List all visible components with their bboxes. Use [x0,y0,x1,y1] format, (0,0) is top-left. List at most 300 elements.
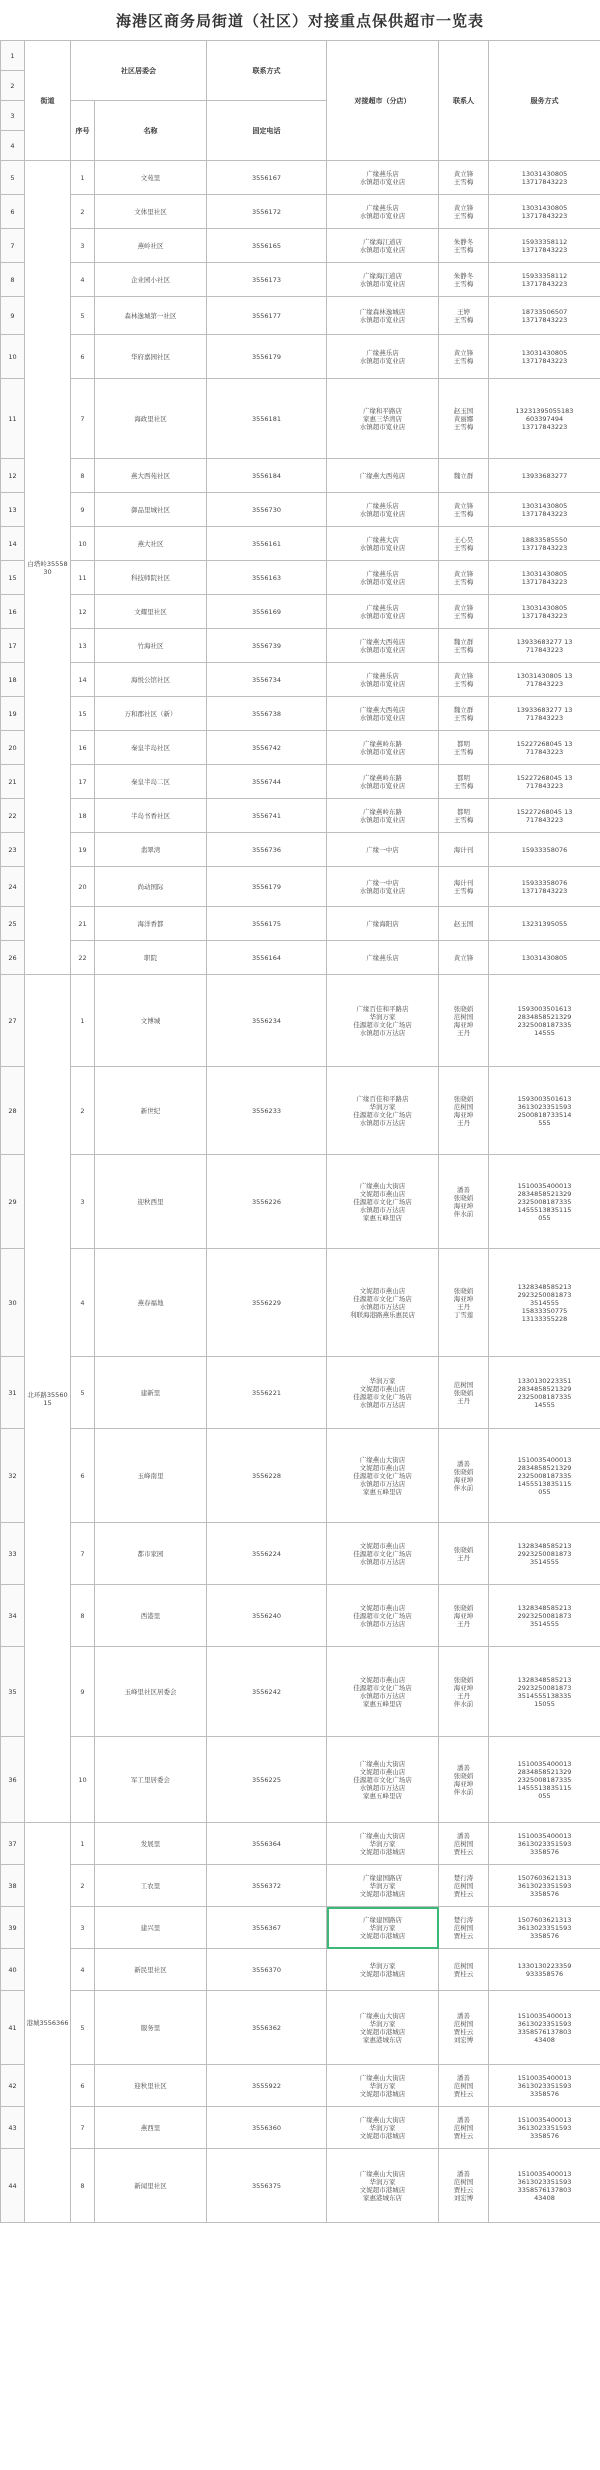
row-number[interactable] [1,1429,25,1523]
row-number: 1 [1,41,25,71]
service-phone-cell[interactable] [489,1155,600,1249]
phone-cell[interactable] [207,161,327,195]
phone-cell[interactable] [207,1737,327,1823]
service-phone-cell[interactable] [489,527,600,561]
community-name-cell[interactable] [95,1823,207,1865]
row-number[interactable] [1,1249,25,1357]
row-number[interactable] [1,1067,25,1155]
service-phone-cell[interactable] [489,1823,600,1865]
service-phone-cell[interactable] [489,1523,600,1585]
supermarket-cell[interactable] [327,799,439,833]
phone-cell[interactable] [207,263,327,297]
phone-cell[interactable] [207,1357,327,1429]
phone-cell[interactable] [207,1585,327,1647]
contact-person-cell[interactable] [439,1067,489,1155]
phone-cell[interactable] [207,229,327,263]
service-phone-cell[interactable] [489,765,600,799]
seq-cell[interactable] [71,379,95,459]
service-phone-cell[interactable] [489,663,600,697]
row-number[interactable] [1,1949,25,1991]
phone-cell[interactable] [207,459,327,493]
supermarket-cell[interactable] [327,161,439,195]
seq-cell[interactable] [71,2149,95,2223]
seq-cell[interactable] [71,1429,95,1523]
row-number[interactable] [1,975,25,1067]
service-phone-cell[interactable] [489,229,600,263]
service-phone-cell[interactable] [489,629,600,663]
phone-cell[interactable] [207,1429,327,1523]
community-name-cell[interactable] [95,1429,207,1523]
service-phone-cell[interactable] [489,1429,600,1523]
contact-person-cell[interactable] [439,1249,489,1357]
contact-person-cell[interactable] [439,907,489,941]
row-number[interactable] [1,493,25,527]
supermarket-cell[interactable] [327,1907,439,1949]
contact-person-cell[interactable] [439,731,489,765]
phone-cell[interactable] [207,595,327,629]
row-number[interactable] [1,941,25,975]
seq-cell[interactable] [71,731,95,765]
seq-cell[interactable] [71,1357,95,1429]
supermarket-cell[interactable] [327,297,439,335]
service-phone-cell[interactable] [489,799,600,833]
row-number[interactable] [1,595,25,629]
phone-cell[interactable] [207,2149,327,2223]
seq-cell[interactable] [71,941,95,975]
community-name-cell[interactable] [95,941,207,975]
service-phone-cell[interactable] [489,459,600,493]
community-name-cell[interactable] [95,229,207,263]
seq-cell[interactable] [71,2065,95,2107]
contact-person-cell[interactable] [439,941,489,975]
row-number[interactable] [1,833,25,867]
contact-person-cell-text: 楚行涛 范树国 贾桂云 [453,1915,474,1940]
supermarket-cell-text: 广缘燕乐店 水镇超市览业店 [359,501,406,518]
seq-cell[interactable] [71,1647,95,1737]
contact-person-cell[interactable] [439,1907,489,1949]
service-phone-cell[interactable] [489,335,600,379]
phone-cell[interactable] [207,493,327,527]
supermarket-cell[interactable] [327,975,439,1067]
contact-person-cell[interactable] [439,229,489,263]
phone-cell[interactable] [207,867,327,907]
phone-cell[interactable] [207,335,327,379]
community-name-cell[interactable] [95,2149,207,2223]
contact-person-cell[interactable] [439,161,489,195]
seq-cell[interactable] [71,561,95,595]
phone-cell[interactable] [207,697,327,731]
contact-person-cell[interactable] [439,663,489,697]
community-name-cell[interactable] [95,195,207,229]
phone-cell[interactable] [207,629,327,663]
contact-person-cell[interactable] [439,799,489,833]
row-number[interactable] [1,2065,25,2107]
supermarket-cell[interactable] [327,1737,439,1823]
service-phone-cell[interactable] [489,1907,600,1949]
supermarket-cell[interactable] [327,1155,439,1249]
contact-person-cell[interactable] [439,527,489,561]
service-phone-cell[interactable] [489,2107,600,2149]
supermarket-cell[interactable] [327,1249,439,1357]
phone-cell[interactable] [207,297,327,335]
supermarket-cell[interactable] [327,2065,439,2107]
contact-person-cell[interactable] [439,1523,489,1585]
seq-cell[interactable] [71,1249,95,1357]
seq-cell[interactable] [71,297,95,335]
service-phone-cell[interactable] [489,1357,600,1429]
seq-cell[interactable] [71,975,95,1067]
phone-cell[interactable] [207,1523,327,1585]
seq-cell[interactable] [71,907,95,941]
community-name-cell[interactable] [95,1067,207,1155]
row-number[interactable] [1,1823,25,1865]
community-name-cell[interactable] [95,1155,207,1249]
seq-cell[interactable] [71,697,95,731]
supermarket-cell[interactable] [327,379,439,459]
community-name-cell[interactable] [95,907,207,941]
community-name-cell[interactable] [95,975,207,1067]
seq-cell[interactable] [71,527,95,561]
contact-person-cell[interactable] [439,629,489,663]
row-number[interactable] [1,2107,25,2149]
row-number[interactable] [1,195,25,229]
supermarket-cell[interactable] [327,1823,439,1865]
seq-cell[interactable] [71,1067,95,1155]
contact-person-cell[interactable] [439,1155,489,1249]
seq-cell[interactable] [71,765,95,799]
data-table [0,40,600,2223]
service-phone-cell[interactable] [489,1949,600,1991]
contact-person-cell[interactable] [439,459,489,493]
community-name-cell[interactable] [95,663,207,697]
contact-person-cell-text: 潘善 张晓娟 海亚坤 伴水前 [453,1185,474,1218]
contact-person-cell[interactable] [439,1949,489,1991]
row-number[interactable] [1,731,25,765]
phone-cell[interactable] [207,1647,327,1737]
supermarket-cell[interactable] [327,1585,439,1647]
row-number[interactable] [1,1991,25,2065]
row-number[interactable] [1,867,25,907]
contact-person-cell[interactable] [439,1865,489,1907]
service-phone-cell[interactable] [489,1737,600,1823]
community-name-cell[interactable] [95,527,207,561]
community-name-cell[interactable] [95,2107,207,2149]
community-name-cell[interactable] [95,1865,207,1907]
seq-cell[interactable] [71,1823,95,1865]
seq-cell[interactable] [71,195,95,229]
row-number[interactable] [1,2149,25,2223]
phone-cell[interactable] [207,1991,327,2065]
phone-cell[interactable] [207,2065,327,2107]
phone-cell[interactable] [207,1249,327,1357]
service-phone-cell[interactable] [489,297,600,335]
row-number[interactable] [1,459,25,493]
service-phone-cell[interactable] [489,697,600,731]
community-name-cell[interactable] [95,335,207,379]
supermarket-cell[interactable] [327,1067,439,1155]
community-name-cell[interactable] [95,379,207,459]
row-number[interactable] [1,161,25,195]
seq-cell-text: 8 [80,2181,85,2190]
service-phone-cell[interactable] [489,1991,600,2065]
row-number[interactable] [1,663,25,697]
community-name-cell[interactable] [95,867,207,907]
contact-person-cell[interactable] [439,1647,489,1737]
community-name-cell[interactable] [95,1585,207,1647]
phone-cell[interactable] [207,1907,327,1949]
supermarket-cell[interactable] [327,459,439,493]
community-name-cell[interactable] [95,731,207,765]
service-phone-cell-text: 18733506507 13717843223 [521,307,568,324]
community-name-cell[interactable] [95,1523,207,1585]
supermarket-cell[interactable] [327,2107,439,2149]
row-number[interactable] [1,799,25,833]
community-name-cell[interactable] [95,765,207,799]
row-number[interactable] [1,697,25,731]
seq-cell[interactable] [71,867,95,907]
row-number[interactable] [1,1523,25,1585]
service-phone-cell[interactable] [489,195,600,229]
community-name-cell[interactable] [95,595,207,629]
phone-cell[interactable] [207,833,327,867]
contact-person-cell[interactable] [439,975,489,1067]
seq-cell-text: 13 [78,641,87,650]
supermarket-cell[interactable] [327,731,439,765]
service-phone-cell[interactable] [489,263,600,297]
row-number[interactable] [1,297,25,335]
supermarket-cell[interactable] [327,1865,439,1907]
phone-cell[interactable] [207,941,327,975]
community-name-cell[interactable] [95,1737,207,1823]
seq-cell[interactable] [71,2107,95,2149]
service-phone-cell[interactable] [489,833,600,867]
phone-cell[interactable] [207,1155,327,1249]
phone-cell[interactable] [207,1067,327,1155]
contact-person-cell[interactable] [439,1737,489,1823]
community-name-cell[interactable] [95,493,207,527]
phone-cell[interactable] [207,1949,327,1991]
contact-person-cell[interactable] [439,2065,489,2107]
supermarket-cell[interactable] [327,561,439,595]
supermarket-cell[interactable] [327,493,439,527]
supermarket-cell[interactable] [327,335,439,379]
supermarket-cell[interactable] [327,1429,439,1523]
row-number[interactable] [1,1907,25,1949]
service-phone-cell[interactable] [489,975,600,1067]
community-name-cell[interactable] [95,1249,207,1357]
community-name-cell[interactable] [95,2065,207,2107]
supermarket-cell[interactable] [327,867,439,907]
row-number[interactable] [1,229,25,263]
row-number[interactable] [1,335,25,379]
community-name-cell[interactable] [95,833,207,867]
contact-person-cell-text: 王心昊 王雪梅 [453,535,474,552]
supermarket-cell[interactable] [327,1357,439,1429]
seq-cell[interactable] [71,1585,95,1647]
community-name-cell[interactable] [95,161,207,195]
phone-cell[interactable] [207,1823,327,1865]
community-name-cell[interactable] [95,1907,207,1949]
supermarket-cell[interactable] [327,195,439,229]
seq-cell[interactable] [71,629,95,663]
row-number[interactable] [1,263,25,297]
service-phone-cell[interactable] [489,379,600,459]
seq-cell-text: 12 [78,607,87,616]
seq-cell[interactable] [71,1155,95,1249]
seq-cell[interactable] [71,1949,95,1991]
contact-person-cell[interactable] [439,379,489,459]
community-name-cell[interactable] [95,697,207,731]
community-name-cell[interactable] [95,1357,207,1429]
row-number[interactable] [1,1647,25,1737]
service-phone-cell[interactable] [489,1067,600,1155]
seq-cell[interactable] [71,1737,95,1823]
row-number[interactable] [1,1155,25,1249]
contact-person-cell[interactable] [439,833,489,867]
row-number[interactable] [1,1865,25,1907]
supermarket-cell[interactable] [327,907,439,941]
community-name-cell[interactable] [95,297,207,335]
row-number-text: 14 [8,539,17,548]
row-number[interactable] [1,1585,25,1647]
contact-person-cell[interactable] [439,297,489,335]
row-number[interactable] [1,765,25,799]
row-number[interactable] [1,1737,25,1823]
contact-person-cell[interactable] [439,561,489,595]
row-number[interactable] [1,1357,25,1429]
row-number[interactable] [1,527,25,561]
street-cell[interactable] [25,161,71,975]
phone-cell[interactable] [207,1865,327,1907]
contact-person-cell[interactable] [439,1991,489,2065]
service-phone-cell[interactable] [489,161,600,195]
supermarket-cell[interactable] [327,833,439,867]
phone-cell[interactable] [207,2107,327,2149]
seq-cell[interactable] [71,335,95,379]
supermarket-cell[interactable] [327,229,439,263]
supermarket-cell[interactable] [327,527,439,561]
street-cell[interactable] [25,1823,71,2223]
community-name-cell[interactable] [95,629,207,663]
community-name-cell[interactable] [95,561,207,595]
seq-cell[interactable] [71,161,95,195]
service-phone-cell[interactable] [489,1249,600,1357]
seq-cell[interactable] [71,459,95,493]
supermarket-cell[interactable] [327,765,439,799]
contact-person-cell[interactable] [439,595,489,629]
service-phone-cell[interactable] [489,561,600,595]
service-phone-cell[interactable] [489,941,600,975]
seq-cell[interactable] [71,663,95,697]
service-phone-cell[interactable] [489,1585,600,1647]
contact-person-cell[interactable] [439,335,489,379]
table-row [1,975,600,1067]
seq-cell[interactable] [71,1991,95,2065]
phone-cell[interactable] [207,561,327,595]
community-name-cell[interactable] [95,1647,207,1737]
phone-cell[interactable] [207,527,327,561]
contact-person-cell[interactable] [439,195,489,229]
contact-person-cell[interactable] [439,2107,489,2149]
seq-cell[interactable] [71,799,95,833]
contact-person-cell-text: 黄立锋 王雪梅 [453,169,474,186]
phone-cell[interactable] [207,731,327,765]
phone-cell[interactable] [207,975,327,1067]
seq-cell[interactable] [71,595,95,629]
seq-cell[interactable] [71,1907,95,1949]
service-phone-cell[interactable] [489,867,600,907]
contact-person-cell[interactable] [439,263,489,297]
row-number[interactable] [1,561,25,595]
community-name-cell[interactable] [95,799,207,833]
phone-cell[interactable] [207,799,327,833]
contact-person-cell[interactable] [439,2149,489,2223]
service-phone-cell[interactable] [489,1865,600,1907]
seq-cell-text: 2 [80,1106,85,1115]
seq-cell[interactable] [71,493,95,527]
service-phone-cell[interactable] [489,907,600,941]
seq-cell[interactable] [71,229,95,263]
contact-person-cell[interactable] [439,1357,489,1429]
service-phone-cell[interactable] [489,493,600,527]
contact-person-cell[interactable] [439,493,489,527]
supermarket-cell[interactable] [327,1647,439,1737]
seq-cell[interactable] [71,833,95,867]
seq-cell[interactable] [71,263,95,297]
phone-cell[interactable] [207,195,327,229]
supermarket-cell[interactable] [327,595,439,629]
contact-person-cell[interactable] [439,765,489,799]
contact-person-cell[interactable] [439,1585,489,1647]
phone-cell[interactable] [207,765,327,799]
supermarket-cell[interactable] [327,697,439,731]
service-phone-cell[interactable] [489,2149,600,2223]
supermarket-cell[interactable] [327,941,439,975]
supermarket-cell[interactable] [327,629,439,663]
row-number[interactable] [1,629,25,663]
service-phone-cell[interactable] [489,731,600,765]
supermarket-cell[interactable] [327,1523,439,1585]
seq-cell[interactable] [71,1523,95,1585]
service-phone-cell[interactable] [489,595,600,629]
contact-person-cell[interactable] [439,1823,489,1865]
contact-person-cell[interactable] [439,1429,489,1523]
supermarket-cell[interactable] [327,663,439,697]
table-row [1,527,600,561]
phone-cell[interactable] [207,663,327,697]
contact-person-cell[interactable] [439,867,489,907]
community-name-cell[interactable] [95,459,207,493]
supermarket-cell[interactable] [327,1949,439,1991]
supermarket-cell[interactable] [327,263,439,297]
phone-cell[interactable] [207,379,327,459]
seq-cell[interactable] [71,1865,95,1907]
service-phone-cell[interactable] [489,2065,600,2107]
community-name-cell[interactable] [95,1949,207,1991]
supermarket-cell[interactable] [327,1991,439,2065]
contact-person-cell[interactable] [439,697,489,731]
row-number-text: 37 [8,1839,17,1848]
supermarket-cell[interactable] [327,2149,439,2223]
community-name-cell[interactable] [95,1991,207,2065]
row-number[interactable] [1,907,25,941]
row-number[interactable] [1,379,25,459]
service-phone-cell-text: 13031430805 13717843223 [521,501,568,518]
street-cell[interactable] [25,975,71,1823]
phone-cell[interactable] [207,907,327,941]
service-phone-cell[interactable] [489,1647,600,1737]
community-name-cell[interactable] [95,263,207,297]
